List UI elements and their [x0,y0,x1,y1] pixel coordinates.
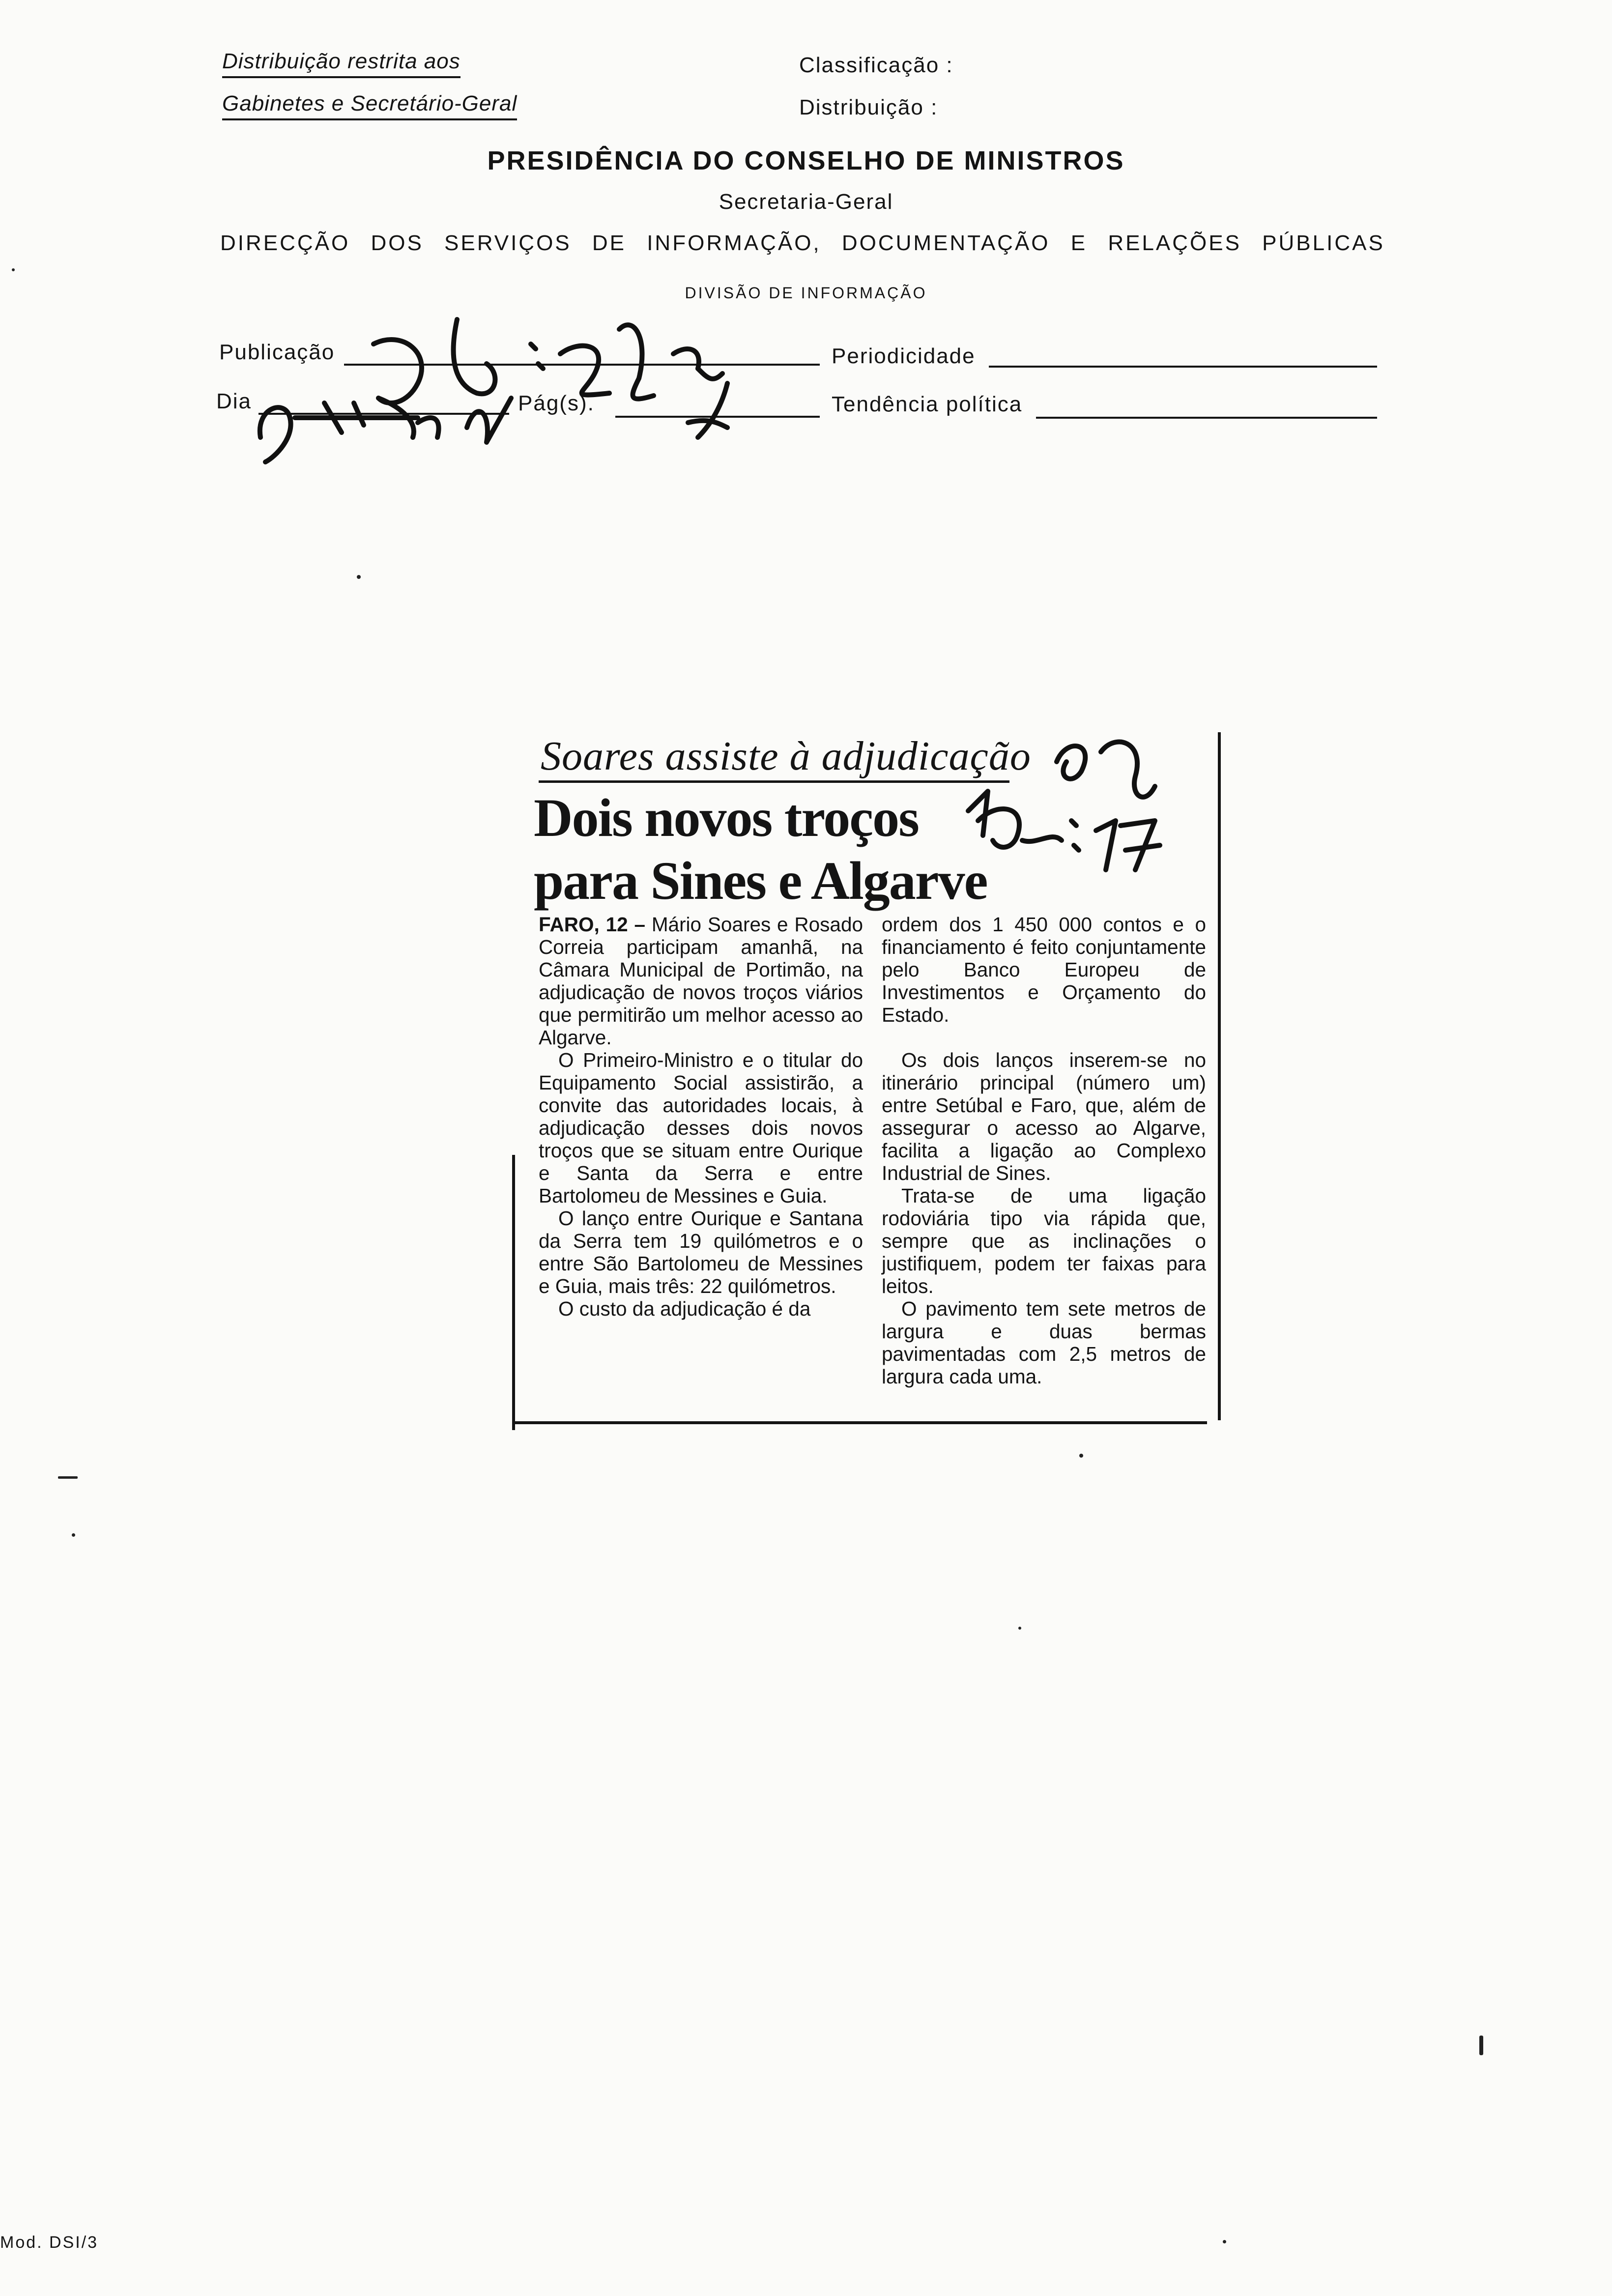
scan-mark [1479,2036,1483,2055]
scan-speck [1223,2240,1226,2243]
directorate-line: DIRECÇÃO DOS SERVIÇOS DE INFORMAÇÃO, DOCUMENTAÇÃO E RELAÇÕES PÚBLICAS [220,231,1385,255]
col1-para-2: O Primeiro-Ministro e o titular do Equipamento Social assistirão, a convite das autoridades locais, à adjudicação desses dois novos troços que se situam entre Ourique e Santa da Serra e entre Bartolomeu de Messines e Guia. [539,1049,863,1207]
org-subtitle: Secretaria-Geral [719,190,893,214]
distribution-restricted-line: Distribuição restrita aos [222,49,461,74]
kicker-rule [539,780,1009,783]
clipping-left-border [512,1155,515,1430]
tendencia-rule [1036,417,1377,419]
col1-para-1: Mário Soares e Rosado Correia participam amanhã, na Câmara Municipal de Portimão, na adjudicação de novos troços viários que permitirão um melhor acesso ao Algarve. [539,913,863,1049]
clipping-bottom-border [515,1421,1207,1424]
scan-speck [72,1533,75,1537]
classificacao-label: Classificação : [799,53,953,77]
col2-para-2: Os dois lanços inserem-se no itinerário principal (número um) entre Setúbal e Faro, que, além de assegurar o acesso ao Algarve, facilita a ligação ao Complexo Industrial de Sines. [882,1049,1206,1184]
dia-label: Dia [216,389,252,413]
col2-para-1: ordem dos 1 450 000 contos e o financiamento é feito conjuntamente pelo Banco Europeu de Investimentos e Orçamento do Estado. [882,913,1206,1026]
distribuicao-label: Distribuição : [799,95,938,119]
scan-mark [58,1476,78,1479]
distribution-offices-line: Gabinetes e Secretário-Geral [222,91,517,116]
col2-para-3: Trata-se de uma ligação rodoviária tipo via rápida que, sempre que as inclinações o justifiquem, podem ter faixas para leitos. [882,1184,1206,1297]
article-kicker: Soares assiste à adjudicação [541,733,1031,779]
headline-line-2: para Sines e Algarve [534,851,987,911]
scan-speck [357,575,361,579]
pags-label: Pág(s). [518,391,595,415]
article-dateline: FARO, 12 – [539,913,645,936]
col1-para-4: O custo da adjudicação é da [558,1297,811,1320]
form-code: Mod. DSI/3 [0,2233,99,2252]
handwritten-clipping-annotation [949,722,1214,909]
division-line: DIVISÃO DE INFORMAÇÃO [685,284,927,302]
tendencia-label: Tendência política [832,392,1023,416]
article-column-2 [882,913,1206,1388]
scan-speck [12,268,15,271]
scan-speck [1018,1627,1021,1630]
col2-para-4: O pavimento tem sete metros de largura e duas bermas pavimentadas com 2,5 metros de largura cada uma. [882,1297,1206,1388]
publicacao-label: Publicação [219,340,335,364]
headline-line-1: Dois novos troços [534,788,919,848]
clipping-right-border [1218,732,1221,1420]
org-title: PRESIDÊNCIA DO CONSELHO DE MINISTROS [487,146,1125,175]
handwritten-publication-date [256,300,796,462]
article-column-1 [539,913,863,1320]
periodicidade-label: Periodicidade [832,344,976,368]
col1-para-3: O lanço entre Ourique e Santana da Serra tem 19 quilómetros e o entre São Bartolomeu de Messines e Guia, mais três: 22 quilómetros. [539,1207,863,1297]
periodicidade-rule [989,366,1377,368]
scan-speck [1079,1454,1083,1458]
